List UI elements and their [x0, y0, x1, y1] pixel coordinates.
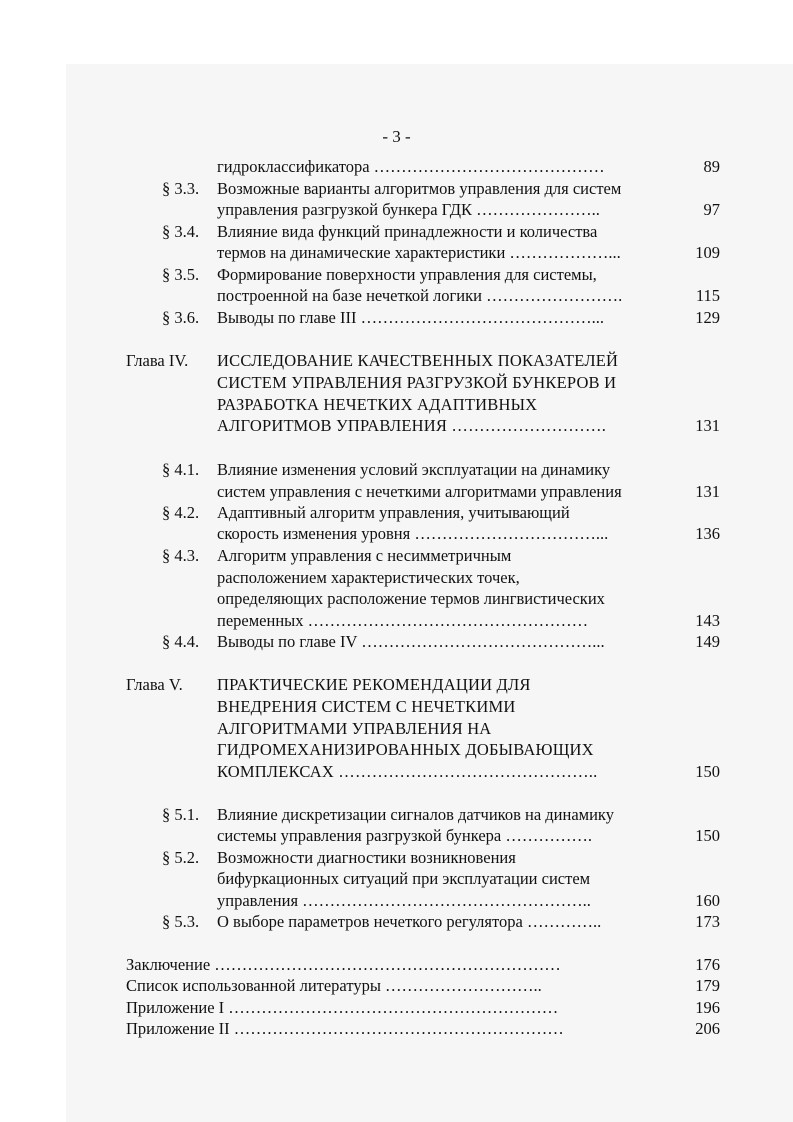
toc-entry-label: § 3.6.	[162, 308, 200, 327]
toc-entry-label: § 5.2.	[162, 848, 200, 867]
toc-entry-line: бифуркационных ситуаций при эксплуатации систем	[217, 869, 591, 888]
toc-entry-page: 89	[703, 157, 720, 176]
toc-chapter-line: ИССЛЕДОВАНИЕ КАЧЕСТВЕННЫХ ПОКАЗАТЕЛЕЙ	[217, 351, 619, 370]
toc-chapter-line: ГИДРОМЕХАНИЗИРОВАННЫХ ДОБЫВАЮЩИХ	[217, 740, 594, 759]
toc-entry-line: управления разгрузкой бункера ГДК …………………..	[217, 200, 600, 219]
toc-end-entry: Список использованной литературы ………………………..	[126, 976, 542, 995]
toc-entry-label: § 3.3.	[162, 179, 200, 198]
toc-entry-line: гидроклассификатора ……………………………………	[217, 157, 605, 176]
toc-entry-page: 150	[695, 826, 720, 845]
toc-chapter-label: Глава V.	[126, 675, 183, 694]
toc-entry-line: скорость изменения уровня ……………………………...	[217, 524, 609, 543]
toc-entry-page: 149	[695, 632, 720, 651]
toc-entry-line: Адаптивный алгоритм управления, учитывающий	[217, 503, 570, 522]
toc-entry-label: § 4.2.	[162, 503, 200, 522]
toc-entry-label: § 3.5.	[162, 265, 200, 284]
page-number: - 3 -	[382, 127, 411, 146]
toc-entry-line: Возможности диагностики возникновения	[217, 848, 516, 867]
toc-entry-line: построенной на базе нечеткой логики …………………….	[217, 286, 623, 305]
toc-end-entry: Приложение I ……………………………………………………	[126, 998, 559, 1017]
toc-chapter-line: ПРАКТИЧЕСКИЕ РЕКОМЕНДАЦИИ ДЛЯ	[217, 675, 531, 694]
toc-entry-line: определяющих расположение термов лингвистических	[217, 589, 605, 608]
toc-entry-line: Влияние изменения условий эксплуатации на динамику	[217, 460, 611, 479]
toc-chapter-page: 131	[695, 416, 720, 435]
toc-entry-line: Выводы по главе IV ……………………………………...	[217, 632, 605, 651]
toc-entry-page: 143	[695, 611, 720, 630]
toc-entry-page: 131	[695, 482, 720, 501]
toc-entry-page: 109	[695, 243, 720, 262]
toc-end-entry: Заключение ………………………………………………………	[126, 955, 561, 974]
toc-chapter-line: АЛГОРИТМОВ УПРАВЛЕНИЯ ……………………….	[217, 416, 607, 435]
toc-entry-page: 129	[695, 308, 720, 327]
toc-end-entry: Приложение II ……………………………………………………	[126, 1019, 564, 1038]
toc-chapter-label: Глава IV.	[126, 351, 189, 370]
toc-entry-page: 136	[695, 524, 720, 543]
toc-entry-line: систем управления с нечеткими алгоритмами управления	[217, 482, 622, 501]
toc-entry-line: расположением характеристических точек,	[217, 568, 520, 587]
toc-entry-line: Влияние дискретизации сигналов датчиков на динамику	[217, 805, 614, 824]
toc-entry-label: § 4.3.	[162, 546, 200, 565]
toc-entry-page: 97	[703, 200, 720, 219]
toc-entry-line: Выводы по главе III ……………………………………...	[217, 308, 604, 327]
toc-chapter-line: ВНЕДРЕНИЯ СИСТЕМ С НЕЧЕТКИМИ	[217, 697, 516, 716]
toc-chapter-line: СИСТЕМ УПРАВЛЕНИЯ РАЗГРУЗКОЙ БУНКЕРОВ И	[217, 373, 617, 392]
toc-entry-line: управления ……………………………………………..	[217, 891, 591, 910]
toc-end-page: 179	[695, 976, 720, 995]
toc-entry-label: § 4.4.	[162, 632, 200, 651]
toc-chapter-line: РАЗРАБОТКА НЕЧЕТКИХ АДАПТИВНЫХ	[217, 395, 538, 414]
toc-end-page: 196	[695, 998, 720, 1017]
toc-entry-line: О выборе параметров нечеткого регулятора …………..	[217, 912, 602, 931]
toc-chapter-line: АЛГОРИТМАМИ УПРАВЛЕНИЯ НА	[217, 719, 492, 738]
toc-end-page: 176	[695, 955, 720, 974]
toc-entry-line: термов на динамические характеристики ………………...	[217, 243, 621, 262]
toc-entry-line: переменных ……………………………………………	[217, 611, 589, 630]
toc-entry-line: системы управления разгрузкой бункера …………….	[217, 826, 592, 845]
toc-entry-line: Алгоритм управления с несимметричным	[217, 546, 512, 565]
toc-end-page: 206	[695, 1019, 720, 1038]
toc-entry-page: 173	[695, 912, 720, 931]
toc-entry-label: § 4.1.	[162, 460, 200, 479]
toc-entry-line: Влияние вида функций принадлежности и количества	[217, 222, 598, 241]
toc-entry-label: § 5.1.	[162, 805, 200, 824]
toc-entry-page: 160	[695, 891, 720, 910]
toc-entry-line: Возможные варианты алгоритмов управления для систем	[217, 179, 622, 198]
toc-entry-label: § 5.3.	[162, 912, 200, 931]
toc-entry-label: § 3.4.	[162, 222, 200, 241]
toc-entry-page: 115	[695, 286, 720, 305]
toc-entry-line: Формирование поверхности управления для системы,	[217, 265, 597, 284]
toc-chapter-line: КОМПЛЕКСАХ ………………………………………..	[217, 762, 598, 781]
toc-chapter-page: 150	[695, 762, 720, 781]
